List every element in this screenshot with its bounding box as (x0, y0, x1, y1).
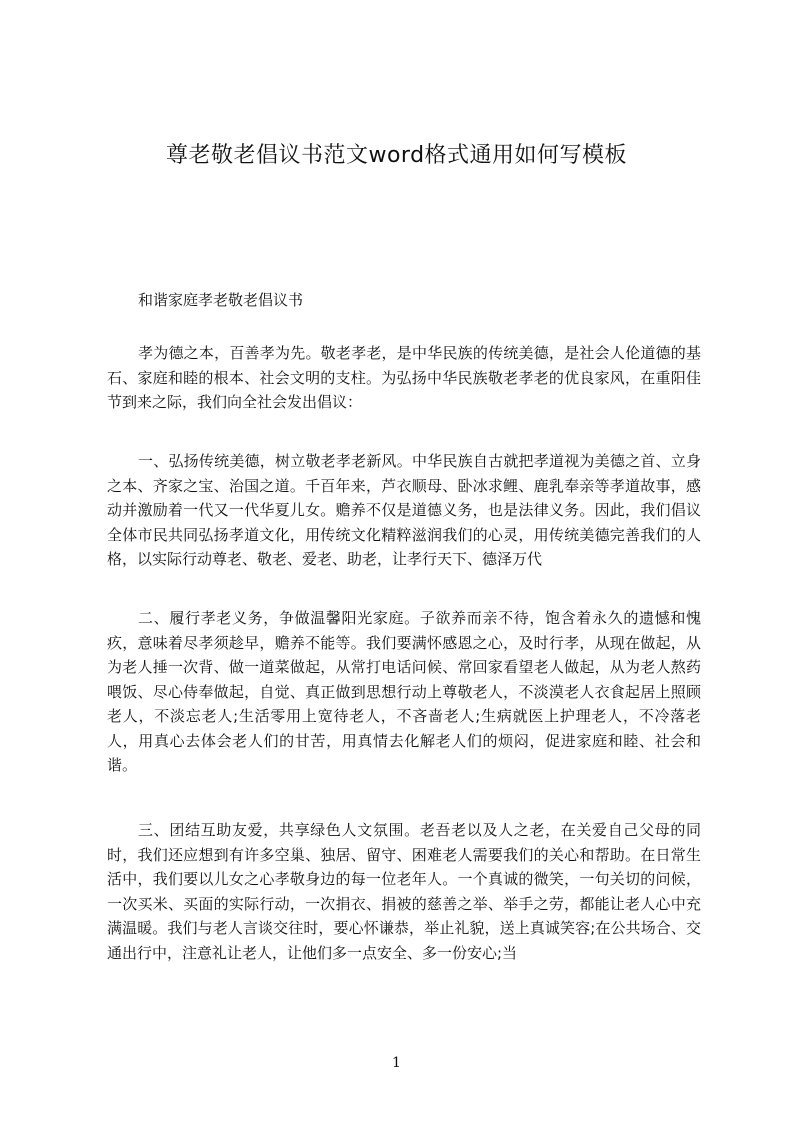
paragraph-section-3: 三、团结互助友爱，共享绿色人文氛围。老吾老以及人之老，在关爱自己父母的同时，我们还应想到有许多空巢、独居、留守、困难老人需要我们的关心和帮助。在日常生活中，我们要以儿女之心孝敬身边的每一位老年人。一个真诚的微笑，一句关切的问候，一次买米、买面的实际行动，一次捐衣、捐被的慈善之举、举手之劳，都能让老人心中充满温暖。我们与老人言谈交往时，要心怀谦恭，举止礼貌，送上真诚笑容;在公共场合、交通出行中，注意礼让老人，让他们多一点安全、多一份安心;当 (107, 821, 701, 962)
page-number: 1 (392, 1055, 401, 1071)
document-subtitle: 和谐家庭孝老敬老倡议书 (138, 291, 304, 309)
paragraph-section-1: 一、弘扬传统美德，树立敬老孝老新风。中华民族自古就把孝道视为美德之首、立身之本、齐家之宝、治国之道。千百年来，芦衣顺母、卧冰求鲤、鹿乳奉亲等孝道故事，感动并激励着一代又一代华夏儿女。赡养不仅是道德义务，也是法律义务。因此，我们倡议全体市民共同弘扬孝道文化，用传统文化精粹滋润我们的心灵，用传统美德完善我们的人格，以实际行动尊老、敬老、爱老、助老，让孝行天下、德泽万代 (107, 452, 701, 568)
paragraph-section-2: 二、履行孝老义务，争做温馨阳光家庭。子欲养而亲不待，饱含着永久的遗憾和愧疚，意味着尽孝须趁早，赡养不能等。我们要满怀感恩之心，及时行孝，从现在做起，从为老人捶一次背、做一道菜做起，从常打电话问候、常回家看望老人做起，从为老人熬药喂饭、尽心侍奉做起，自觉、真正做到思想行动上尊敬老人，不淡漠老人衣食起居上照顾老人，不淡忘老人;生活零用上宽待老人，不吝啬老人;生病就医上护理老人，不冷落老人，用真心去体会老人们的甘苦，用真情去化解老人们的烦闷，促进家庭和睦、社会和谐。 (107, 609, 701, 774)
document-title: 尊老敬老倡议书范文word格式通用如何写模板 (165, 143, 628, 168)
paragraph-intro: 孝为德之本，百善孝为先。敬老孝老，是中华民族的传统美德，是社会人伦道德的基石、家庭和睦的根本、社会文明的支柱。为弘扬中华民族敬老孝老的优良家风，在重阳佳节到来之际，我们向全社会发出倡议： (107, 344, 701, 411)
